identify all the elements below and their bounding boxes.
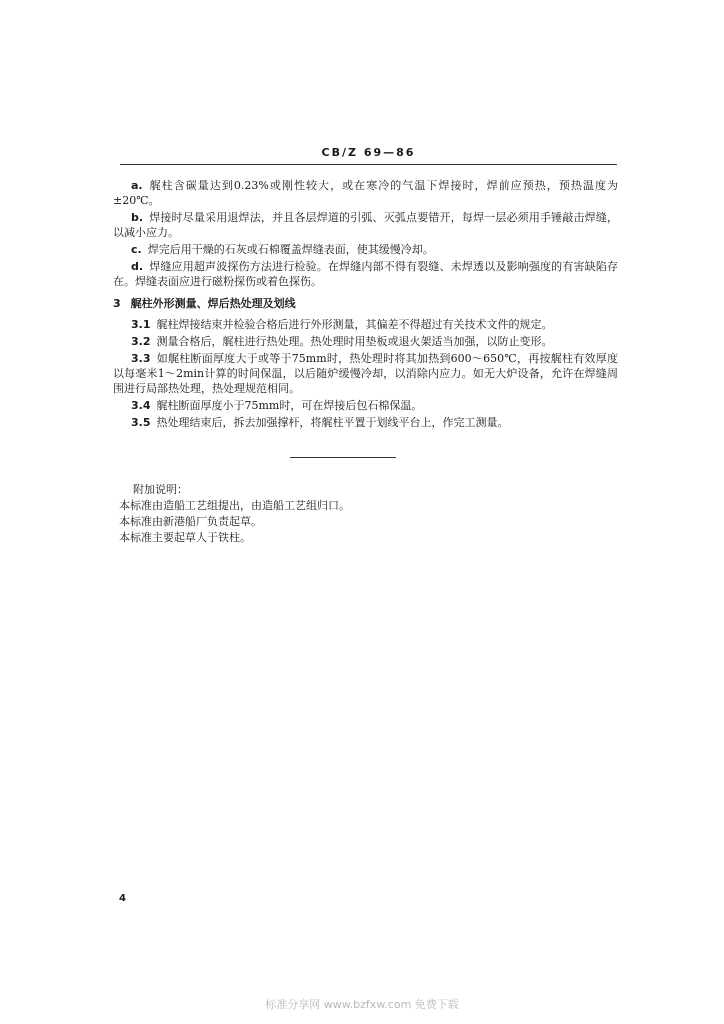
- header-rule: [120, 164, 617, 165]
- paragraph-b: [113, 210, 618, 240]
- clause-text: 测量合格后，艉柱进行热处理。热处理时用垫板或退火架适当加强，以防止变形。: [156, 335, 553, 348]
- paragraph-label: c.: [131, 243, 142, 256]
- paragraph-text: 焊接时尽量采用退焊法，并且各层焊道的引弧、灭弧点要错开，每焊一层必须用手锤敲击焊缝，以减小应力。: [113, 211, 618, 239]
- clause-3-1: [113, 317, 618, 332]
- standard-code-header: CB/Z 69—86: [321, 146, 416, 159]
- clause-number: 3.5: [131, 416, 151, 429]
- clause-3-2: [113, 334, 618, 349]
- paragraph-d: [113, 259, 618, 289]
- paragraph-text: 艉柱含碳量达到0.23%或刚性较大，或在寒冷的气温下焊接时，焊前应预热，预热温度为±20℃。: [113, 179, 618, 207]
- paragraph-a: [113, 178, 618, 208]
- clause-number: 3.2: [131, 335, 151, 348]
- notes-title: 附加说明：: [133, 483, 188, 496]
- paragraph-text: 焊完后用干燥的石灰或石棉覆盖焊缝表面，使其缓慢冷却。: [147, 243, 434, 256]
- notes-line: 本标准由造船工艺组提出，由造船工艺组归口。: [119, 499, 350, 512]
- section-title: 艉柱外形测量、焊后热处理及划线: [130, 297, 296, 310]
- clause-number: 3.4: [131, 399, 151, 412]
- clause-3-5: [113, 415, 618, 430]
- notes-line: 本标准主要起草人于铁柱。: [119, 531, 251, 544]
- clause-text: 如艉柱断面厚度大于或等于75mm时，热处理时将其加热到600～650℃，再按艉柱有效厚度以每毫米1～2min计算的时间保温，以后随炉缓慢冷却，以消除内应力。如无大炉设备，允许在焊缝周围进行局部热处理，热处理规范相同。: [113, 352, 618, 395]
- notes-line: 本标准由新港船厂负责起草。: [119, 515, 262, 528]
- paragraph-text: 焊缝应用超声波探伤方法进行检验。在焊缝内部不得有裂缝、未焊透以及影响强度的有害缺陷存在。焊缝表面应进行磁粉探伤或着色探伤。: [113, 260, 618, 288]
- clause-3-3: [113, 351, 618, 396]
- additional-notes: [119, 482, 350, 546]
- clause-number: 3.1: [131, 318, 151, 331]
- paragraph-label: a.: [131, 179, 143, 192]
- paragraph-label: b.: [131, 211, 144, 224]
- end-of-text-rule: [290, 457, 396, 458]
- clause-text: 艉柱断面厚度小于75mm时，可在焊接后包石棉保温。: [156, 399, 423, 412]
- section-heading: [113, 296, 618, 311]
- paragraph-c: [113, 242, 618, 257]
- watermark-text: 标准分享网 www.bzfxw.com 免费下载: [265, 998, 459, 1011]
- section-number: 3: [113, 297, 121, 310]
- clause-3-4: [113, 398, 618, 413]
- document-body: [113, 178, 618, 432]
- clause-text: 艉柱焊接结束并检验合格后进行外形测量，其偏差不得超过有关技术文件的规定。: [156, 318, 553, 331]
- paragraph-label: d.: [131, 260, 144, 273]
- page-number: 4: [119, 893, 126, 904]
- clause-text: 热处理结束后，拆去加强撑杆，将艉柱平置于划线平台上，作完工测量。: [156, 416, 509, 429]
- clause-number: 3.3: [131, 352, 151, 365]
